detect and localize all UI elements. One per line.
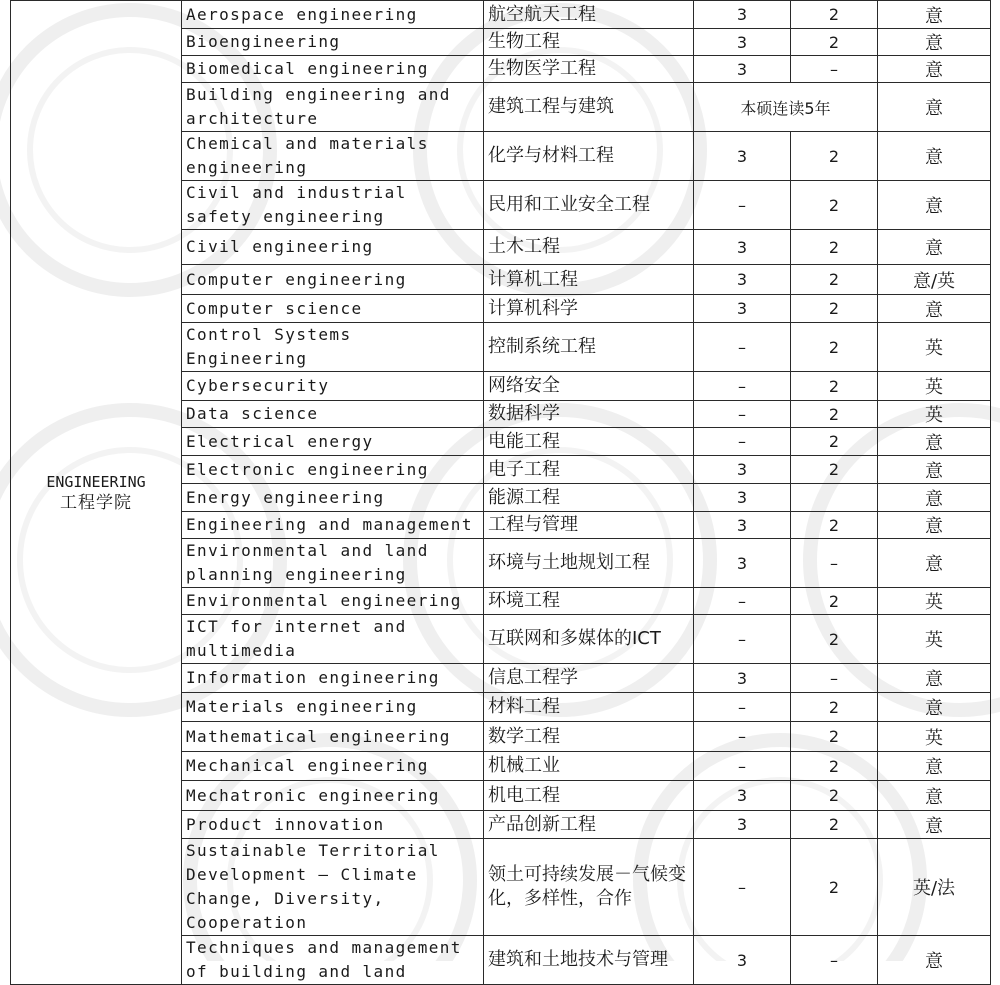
school-name-en: ENGINEERING [46,472,146,491]
master-years: 2 [791,428,878,456]
teaching-language: 意 [878,752,991,781]
program-name-zh: 环境与土地规划工程 [484,539,694,588]
bachelor-years: 3 [694,811,791,839]
program-name-en: Biomedical engineering [182,56,484,83]
program-name-zh: 信息工程学 [484,664,694,693]
bachelor-years: 3 [694,230,791,265]
program-name-zh: 机电工程 [484,781,694,811]
program-name-zh: 环境工程 [484,588,694,615]
program-name-en: Electronic engineering [182,456,484,484]
teaching-language: 意 [878,811,991,839]
master-years: 2 [791,1,878,29]
bachelor-years: 3 [694,781,791,811]
program-name-zh: 工程与管理 [484,512,694,539]
program-name-en: Environmental engineering [182,588,484,615]
school-cell [11,1,182,985]
bachelor-years: 3 [694,512,791,539]
teaching-language: 意 [878,181,991,230]
program-name-zh: 互联网和多媒体的ICT [484,615,694,664]
master-years: – [791,539,878,588]
program-name-en: Engineering and management [182,512,484,539]
program-name-en: Sustainable Territorial Development – Climate Change, Diversity, Cooperation [182,839,484,936]
teaching-language: 意 [878,539,991,588]
master-years: 2 [791,456,878,484]
teaching-language: 意/英 [878,265,991,295]
teaching-language: 意 [878,132,991,181]
master-years: 2 [791,401,878,428]
teaching-language: 英 [878,722,991,752]
master-years: 2 [791,265,878,295]
bachelor-years: – [694,372,791,401]
program-name-en: Computer engineering [182,265,484,295]
program-name-zh: 领土可持续发展－气候变化，多样性，合作 [484,839,694,936]
program-name-en: Electrical energy [182,428,484,456]
master-years: – [791,664,878,693]
program-name-en: Techniques and management of building and land [182,936,484,985]
program-name-zh: 计算机工程 [484,265,694,295]
school-name-zh: 工程学院 [60,492,132,513]
teaching-language: 意 [878,230,991,265]
program-name-en: Mechatronic engineering [182,781,484,811]
program-name-en: Information engineering [182,664,484,693]
master-years: 2 [791,615,878,664]
program-name-zh: 电子工程 [484,456,694,484]
program-name-zh: 电能工程 [484,428,694,456]
master-years: 2 [791,372,878,401]
program-name-zh: 机械工业 [484,752,694,781]
program-name-en: Data science [182,401,484,428]
program-name-en: Aerospace engineering [182,1,484,29]
program-name-zh: 计算机科学 [484,295,694,323]
master-years: 2 [791,323,878,372]
program-name-en: Product innovation [182,811,484,839]
bachelor-years: – [694,428,791,456]
teaching-language: 意 [878,936,991,985]
master-years: 2 [791,132,878,181]
program-name-zh: 化学与材料工程 [484,132,694,181]
teaching-language: 意 [878,664,991,693]
program-name-zh: 材料工程 [484,693,694,722]
bachelor-years: – [694,722,791,752]
teaching-language: 英 [878,615,991,664]
bachelor-years: 3 [694,539,791,588]
master-years: 2 [791,588,878,615]
master-years: 2 [791,29,878,56]
master-years: 2 [791,181,878,230]
master-years: 2 [791,230,878,265]
bachelor-years: – [694,839,791,936]
teaching-language: 意 [878,484,991,512]
engineering-courses-table [10,0,991,985]
teaching-language: 意 [878,295,991,323]
teaching-language: 意 [878,512,991,539]
program-name-en: Mechanical engineering [182,752,484,781]
teaching-language: 意 [878,428,991,456]
program-name-en: Bioengineering [182,29,484,56]
bachelor-years: 3 [694,265,791,295]
bachelor-years: – [694,693,791,722]
program-name-zh: 生物医学工程 [484,56,694,83]
teaching-language: 意 [878,29,991,56]
program-name-en: ICT for internet and multimedia [182,615,484,664]
program-name-zh: 生物工程 [484,29,694,56]
program-name-en: Building engineering and architecture [182,83,484,132]
program-name-en: Control Systems Engineering [182,323,484,372]
master-years: 2 [791,811,878,839]
program-name-en: Mathematical engineering [182,722,484,752]
program-name-zh: 航空航天工程 [484,1,694,29]
program-name-zh: 数据科学 [484,401,694,428]
program-name-en: Chemical and materials engineering [182,132,484,181]
teaching-language: 英 [878,588,991,615]
program-name-en: Computer science [182,295,484,323]
program-name-zh: 土木工程 [484,230,694,265]
teaching-language: 英 [878,401,991,428]
teaching-language: 意 [878,781,991,811]
master-years: 2 [791,512,878,539]
program-name-en: Civil engineering [182,230,484,265]
bachelor-years: 3 [694,936,791,985]
master-years: – [791,56,878,83]
program-name-zh: 建筑工程与建筑 [484,83,694,132]
bachelor-years: – [694,752,791,781]
table-body [11,1,991,985]
program-name-en: Cybersecurity [182,372,484,401]
program-name-zh: 建筑和土地技术与管理 [484,936,694,985]
bachelor-years: 3 [694,484,791,512]
teaching-language: 意 [878,456,991,484]
bachelor-years: – [694,615,791,664]
program-name-zh: 民用和工业安全工程 [484,181,694,230]
master-years: 2 [791,295,878,323]
bachelor-years: – [694,401,791,428]
bachelor-years: 3 [694,29,791,56]
program-name-zh: 能源工程 [484,484,694,512]
master-years [791,484,878,512]
bachelor-years: 3 [694,56,791,83]
teaching-language: 意 [878,56,991,83]
teaching-language: 英 [878,372,991,401]
program-name-en: Materials engineering [182,693,484,722]
master-years: – [791,936,878,985]
program-name-en: Energy engineering [182,484,484,512]
bachelor-years: – [694,181,791,230]
teaching-language: 意 [878,1,991,29]
teaching-language: 英/法 [878,839,991,936]
program-name-zh: 数学工程 [484,722,694,752]
program-name-zh: 控制系统工程 [484,323,694,372]
bachelor-years: 3 [694,1,791,29]
program-name-en: Civil and industrial safety engineering [182,181,484,230]
teaching-language: 意 [878,83,991,132]
bachelor-years: – [694,323,791,372]
master-years: 2 [791,722,878,752]
program-name-zh: 产品创新工程 [484,811,694,839]
teaching-language: 英 [878,323,991,372]
master-years: 2 [791,839,878,936]
bachelor-years: – [694,588,791,615]
program-name-en: Environmental and land planning engineering [182,539,484,588]
bachelor-years: 3 [694,456,791,484]
master-years: 2 [791,693,878,722]
master-years: 2 [791,752,878,781]
table-row [11,1,991,29]
bachelor-years: 3 [694,132,791,181]
bachelor-years: 3 [694,295,791,323]
teaching-language: 意 [878,693,991,722]
program-name-zh: 网络安全 [484,372,694,401]
duration-merged: 本硕连读5年 [694,83,878,132]
master-years: 2 [791,781,878,811]
bachelor-years: 3 [694,664,791,693]
